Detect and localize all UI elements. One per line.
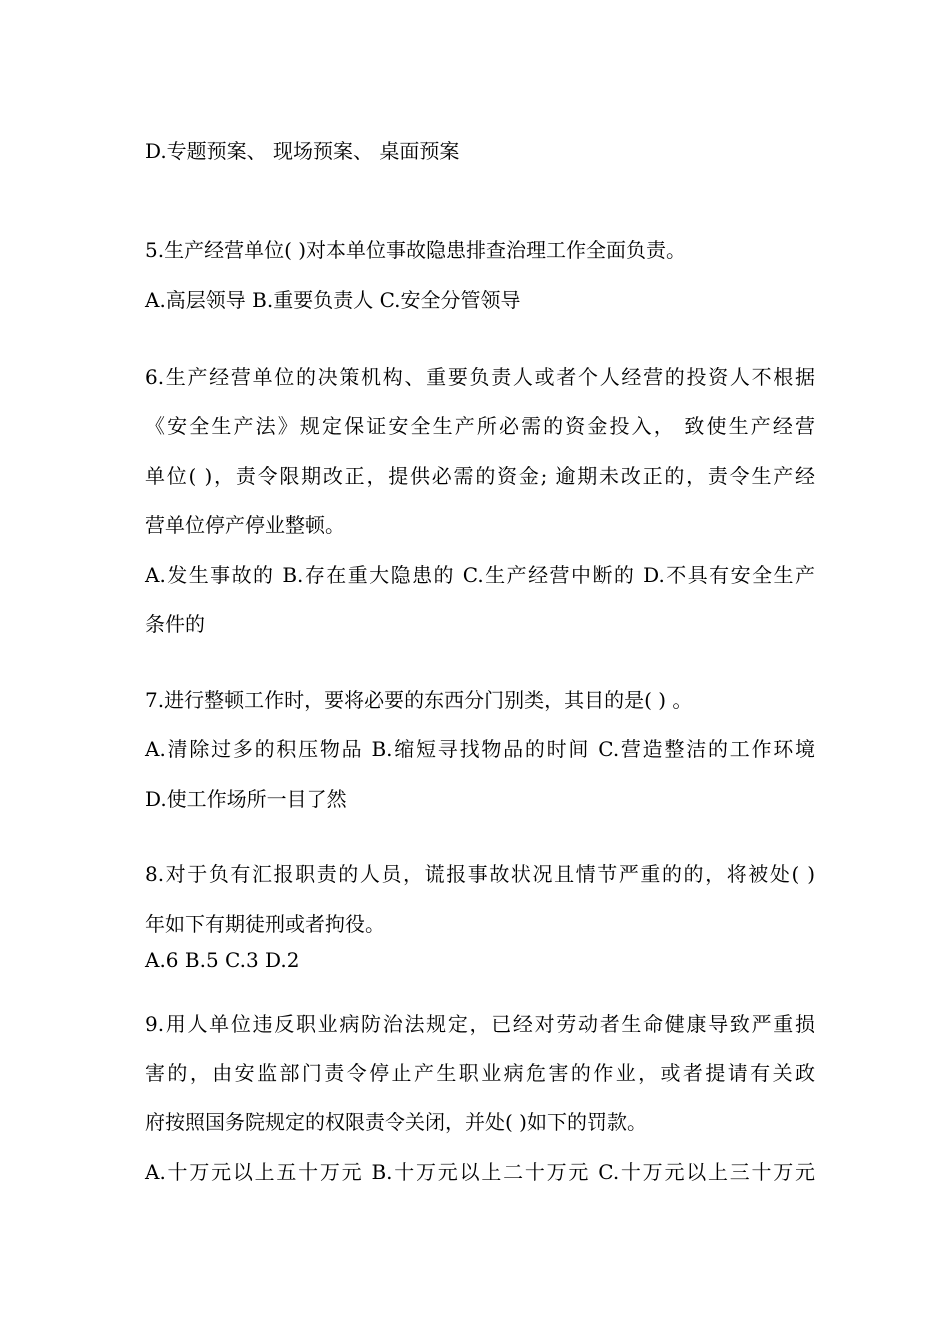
question-9-text-line-3: 府按照国务院规定的权限责令关闭，并处( )如下的罚款。 [145, 1110, 647, 1134]
question-9-text-line-1: 9.用人单位违反职业病防治法规定，已经对劳动者生命健康导致严重损 [145, 1012, 815, 1036]
question-8-text-line-2: 年如下有期徒刑或者拘役。 [145, 912, 385, 936]
question-6-options-line-1: A.发生事故的 B.存在重大隐患的 C.生产经营中断的 D.不具有安全生产 [145, 563, 815, 587]
question-8-text-line-1: 8.对于负有汇报职责的人员，谎报事故状况且情节严重的的，将被处( ) [145, 862, 815, 886]
question-7-options-line-1: A.清除过多的积压物品 B.缩短寻找物品的时间 C.营造整洁的工作环境 [145, 737, 815, 761]
question-5-text: 5.生产经营单位( )对本单位事故隐患排查治理工作全面负责。 [145, 238, 687, 262]
question-8-options: A.6 B.5 C.3 D.2 [145, 948, 300, 972]
question-7-options-line-2: D.使工作场所一目了然 [145, 787, 347, 811]
question-6-text-line-2: 《安全生产法》规定保证安全生产所必需的资金投入， 致使生产经营 [145, 414, 815, 438]
question-9-text-line-2: 害的，由安监部门责令停止产生职业病危害的作业，或者提请有关政 [145, 1061, 815, 1085]
option-line-q4-d: D.专题预案、 现场预案、 桌面预案 [145, 139, 460, 163]
question-5-options: A.高层领导 B.重要负责人 C.安全分管领导 [145, 288, 521, 312]
question-6-options-line-2: 条件的 [145, 612, 205, 636]
question-7-text: 7.进行整顿工作时，要将必要的东西分门别类，其目的是( ) 。 [145, 688, 693, 712]
question-6-text-line-3: 单位( )，责令限期改正，提供必需的资金; 逾期未改正的，责令生产经 [145, 464, 815, 488]
question-6-text-line-4: 营单位停产停业整顿。 [145, 513, 345, 537]
question-6-text-line-1: 6.生产经营单位的决策机构、重要负责人或者个人经营的投资人不根据 [145, 365, 815, 389]
question-9-options: A.十万元以上五十万元 B.十万元以上二十万元 C.十万元以上三十万元 [145, 1160, 815, 1184]
